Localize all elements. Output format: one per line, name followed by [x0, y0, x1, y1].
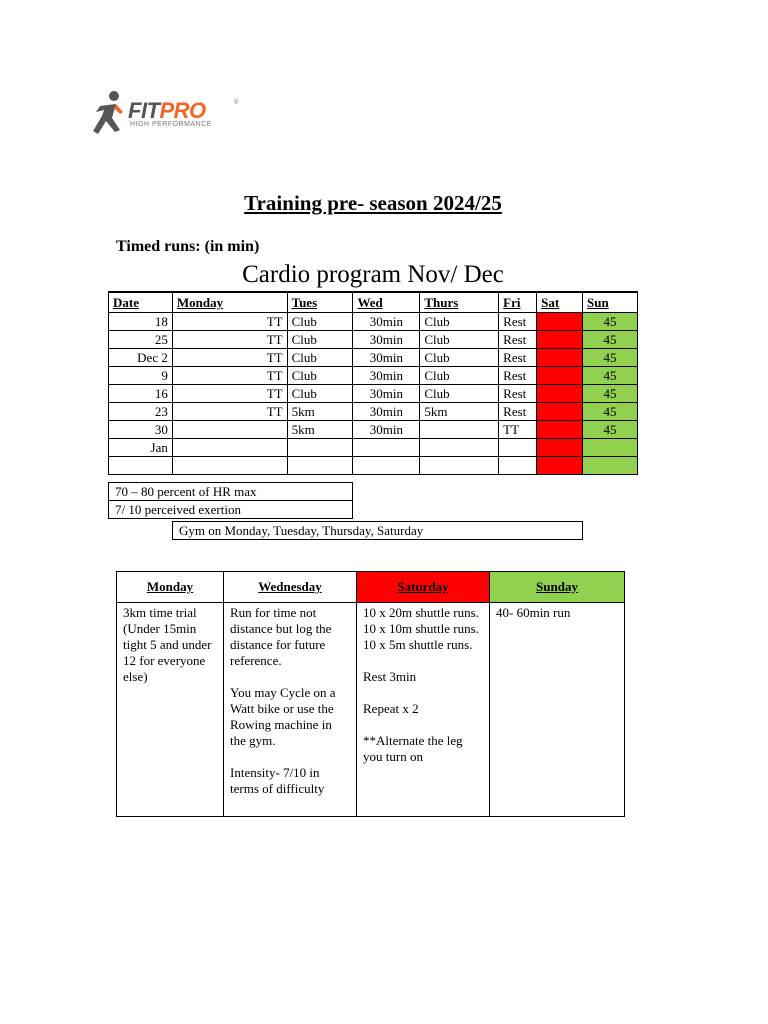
cell-wed: 30min: [353, 349, 420, 367]
cell-sun: 45: [583, 349, 638, 367]
cell-monday: TT: [172, 331, 287, 349]
cell-tues: 5km: [287, 403, 353, 421]
week-header-sunday: Sunday: [490, 572, 625, 603]
cell-fri: [499, 457, 537, 475]
week-header-row: [117, 572, 625, 603]
cell-fri: Rest: [499, 331, 537, 349]
cell-wed: 30min: [353, 385, 420, 403]
cell-tues: Club: [287, 331, 353, 349]
cell-sun: 45: [583, 313, 638, 331]
cell-thurs: Club: [420, 331, 499, 349]
cell-date: 25: [109, 331, 173, 349]
cell-tues: Club: [287, 367, 353, 385]
cell-thurs: Club: [420, 385, 499, 403]
header-date: Date: [109, 292, 173, 313]
intensity-notes: [108, 482, 353, 519]
saturday-text-3: 10 x 5m shuttle runs.: [363, 637, 473, 652]
cell-tues: Club: [287, 385, 353, 403]
cell-tues: 5km: [287, 421, 353, 439]
gym-note: Gym on Monday, Tuesday, Thursday, Saturday: [173, 522, 583, 540]
cell-tues: [287, 457, 353, 475]
cell-monday: [172, 457, 287, 475]
week-detail-row: [117, 603, 625, 817]
cell-date: 30: [109, 421, 173, 439]
header-tues: Tues: [287, 292, 353, 313]
header-wed: Wed: [353, 292, 420, 313]
cell-tues: [287, 439, 353, 457]
monday-text: 3km time trial (Under 15min tight 5 and under 12 for everyone else): [123, 605, 212, 684]
page-title: Training pre- season 2024/25: [244, 191, 502, 215]
cell-sat: [537, 385, 583, 403]
saturday-text-2: 10 x 10m shuttle runs.: [363, 621, 479, 636]
cell-sat: [537, 403, 583, 421]
cell-fri: Rest: [499, 403, 537, 421]
cell-tues: Club: [287, 349, 353, 367]
cell-monday: TT: [172, 403, 287, 421]
wednesday-text-2: You may Cycle on a Watt bike or use the Rowing machine in the gym.: [230, 685, 336, 748]
logo-brand-a: FIT: [128, 98, 160, 123]
cell-wed: 30min: [353, 421, 420, 439]
logo-registered-mark: ®: [234, 100, 239, 106]
week-header-monday: Monday: [117, 572, 224, 603]
cell-sun: 45: [583, 403, 638, 421]
saturday-text-6: **Alternate the leg you turn on: [363, 733, 463, 764]
cardio-schedule-table: [108, 291, 638, 475]
header-sat: Sat: [537, 292, 583, 313]
header-monday: Monday: [172, 292, 287, 313]
cell-sat: [537, 331, 583, 349]
week-header-wednesday: Wednesday: [224, 572, 357, 603]
cell-tues: Club: [287, 313, 353, 331]
runner-icon: [90, 88, 126, 138]
schedule-header-row: [109, 292, 638, 313]
schedule-row: [109, 403, 638, 421]
cell-monday: TT: [172, 313, 287, 331]
cell-monday: TT: [172, 349, 287, 367]
weekly-plan-table: [116, 571, 625, 817]
cell-fri: Rest: [499, 313, 537, 331]
cell-thurs: Club: [420, 367, 499, 385]
header-thurs: Thurs: [420, 292, 499, 313]
schedule-row: [109, 367, 638, 385]
cell-wed: [353, 439, 420, 457]
cell-sun: 45: [583, 367, 638, 385]
cell-fri: Rest: [499, 385, 537, 403]
saturday-text-5: Repeat x 2: [363, 701, 419, 716]
cell-thurs: Club: [420, 313, 499, 331]
gym-note-box: [172, 521, 583, 540]
monday-plan: [117, 603, 224, 817]
schedule-row: [109, 385, 638, 403]
cell-wed: 30min: [353, 367, 420, 385]
schedule-row: [109, 313, 638, 331]
cell-date: Jan: [109, 439, 173, 457]
cell-date: 18: [109, 313, 173, 331]
cardio-title: Cardio program Nov/ Dec: [242, 261, 504, 288]
logo-tagline: HIGH PERFORMANCE: [130, 121, 212, 128]
cell-sun: 45: [583, 421, 638, 439]
schedule-row: [109, 421, 638, 439]
wednesday-plan: [224, 603, 357, 817]
wednesday-text-1: Run for time not distance but log the distance for future reference.: [230, 605, 332, 668]
subtitle: Timed runs: (in min): [116, 238, 260, 255]
cell-sat: [537, 313, 583, 331]
saturday-text-1: 10 x 20m shuttle runs.: [363, 605, 479, 620]
cell-wed: 30min: [353, 403, 420, 421]
schedule-row: [109, 331, 638, 349]
cell-thurs: Club: [420, 349, 499, 367]
hr-note: 70 – 80 percent of HR max: [109, 483, 353, 501]
cell-thurs: [420, 421, 499, 439]
header-fri: Fri: [499, 292, 537, 313]
cell-monday: [172, 439, 287, 457]
cell-wed: 30min: [353, 313, 420, 331]
cell-date: 16: [109, 385, 173, 403]
fitpro-logo: [90, 88, 250, 140]
cell-thurs: 5km: [420, 403, 499, 421]
cell-sat: [537, 439, 583, 457]
cell-sat: [537, 421, 583, 439]
cell-sun: 45: [583, 331, 638, 349]
sunday-text: 40- 60min run: [496, 605, 571, 620]
cell-fri: [499, 439, 537, 457]
cell-fri: TT: [499, 421, 537, 439]
cell-thurs: [420, 457, 499, 475]
exertion-note: 7/ 10 perceived exertion: [109, 501, 353, 519]
cell-sun: 45: [583, 385, 638, 403]
saturday-text-4: Rest 3min: [363, 669, 417, 684]
cell-sat: [537, 367, 583, 385]
cell-date: 9: [109, 367, 173, 385]
cell-monday: TT: [172, 385, 287, 403]
cell-sun: [583, 457, 638, 475]
cell-wed: 30min: [353, 331, 420, 349]
cell-fri: Rest: [499, 349, 537, 367]
wednesday-text-3: Intensity- 7/10 in terms of difficulty: [230, 765, 325, 796]
cell-sun: [583, 439, 638, 457]
schedule-row: [109, 457, 638, 475]
cell-sat: [537, 457, 583, 475]
header-sun: Sun: [583, 292, 638, 313]
cell-thurs: [420, 439, 499, 457]
schedule-row: [109, 439, 638, 457]
schedule-row: [109, 349, 638, 367]
cell-date: 23: [109, 403, 173, 421]
sunday-plan: [490, 603, 625, 817]
week-header-saturday: Saturday: [357, 572, 490, 603]
cell-date: Dec 2: [109, 349, 173, 367]
cell-monday: TT: [172, 367, 287, 385]
cell-monday: [172, 421, 287, 439]
logo-brand-b: PRO: [159, 98, 206, 123]
cell-date: [109, 457, 173, 475]
cell-fri: Rest: [499, 367, 537, 385]
schedule-body: [109, 313, 638, 475]
cell-sat: [537, 349, 583, 367]
saturday-plan: [357, 603, 490, 817]
cell-wed: [353, 457, 420, 475]
